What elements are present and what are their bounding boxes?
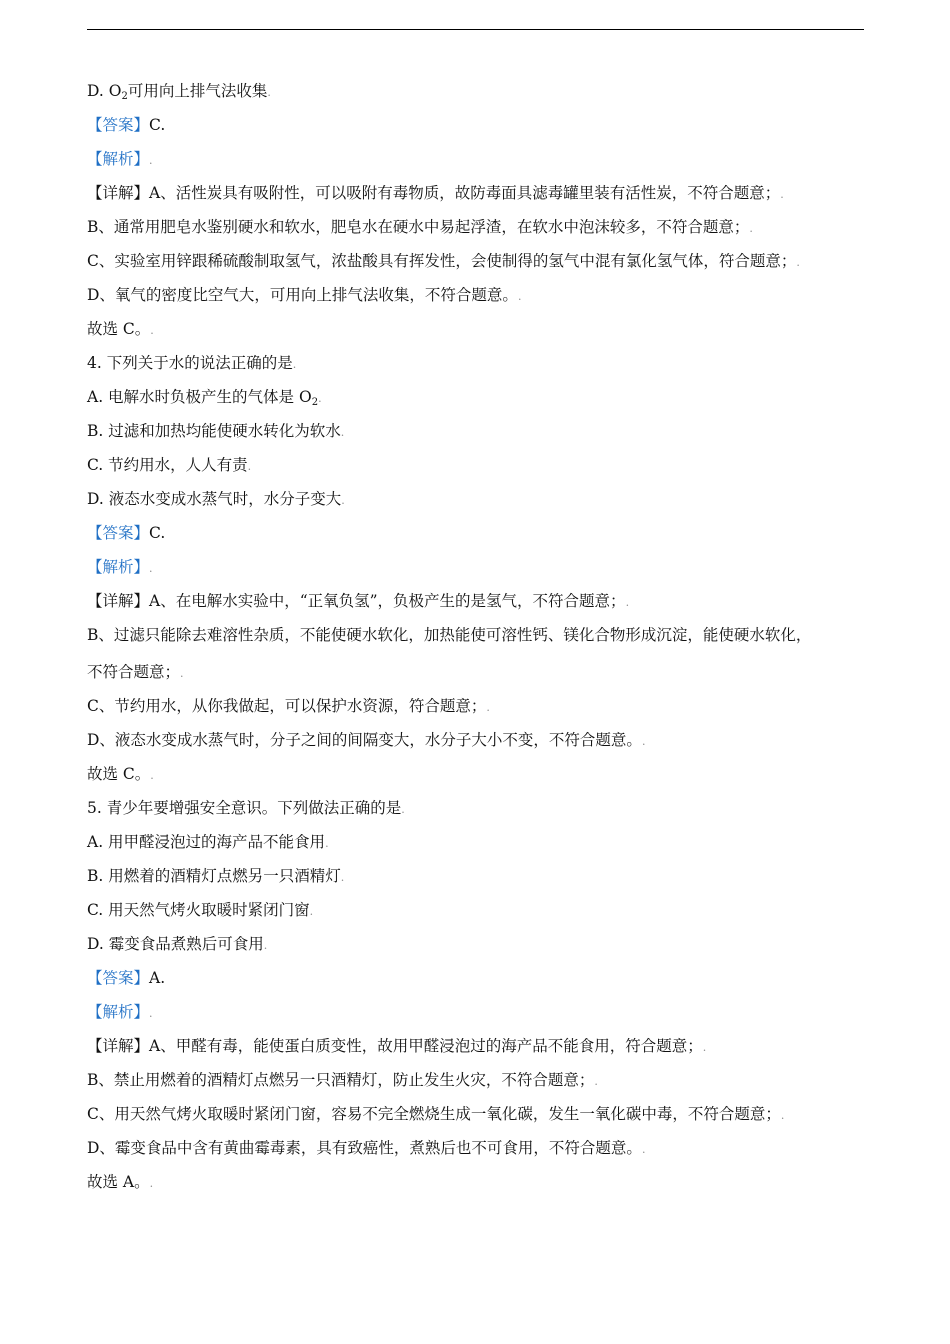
q3-detail-d: D、氧气的密度比空气大，可用向上排气法收集，不符合题意。.	[87, 286, 522, 304]
q3-conclusion: 故选 C。.	[87, 320, 154, 338]
q5-option-a: A. 用甲醛浸泡过的海产品不能食用.	[87, 833, 329, 851]
q3-analysis: 【解析】.	[87, 150, 153, 168]
q3-detail-b: B、通常用肥皂水鉴别硬水和软水，肥皂水在硬水中易起浮渣，在软水中泡沫较多，不符合题意；.	[87, 218, 753, 236]
analysis-tag: 【解析】	[87, 558, 150, 576]
q4-detail-a: 【详解】A、在电解水实验中，“正氧负氢”，负极产生的是氢气，不符合题意；.	[87, 592, 630, 610]
q3-detail-a: 【详解】A、活性炭具有吸附性，可以吸附有毒物质，故防毒面具滤毒罐里装有活性炭，不符合题意；.	[87, 184, 784, 202]
detail-tag: 【详解】	[87, 1037, 150, 1055]
q4-detail-b-line2: 不符合题意；.	[87, 663, 184, 681]
q5-option-c: C. 用天然气烤火取暖时紧闭门窗.	[87, 901, 314, 919]
q4-analysis: 【解析】.	[87, 558, 153, 576]
q3-detail-c: C、实验室用锌跟稀硫酸制取氢气，浓盐酸具有挥发性，会使制得的氢气中混有氯化氢气体，符合题意；.	[87, 252, 800, 270]
q3-option-d: D. $O_2$可用向上排气法收集.	[87, 82, 271, 102]
q5-detail-b: B、禁止用燃着的酒精灯点燃另一只酒精灯，防止发生火灾，不符合题意；.	[87, 1071, 598, 1089]
q4-detail-c: C、节约用水，从你我做起，可以保护水资源，符合题意；.	[87, 697, 490, 715]
header-rule	[87, 29, 864, 30]
q3-answer: 【答案】C.	[87, 116, 166, 134]
q4-option-a: A. 电解水时负极产生的气体是 $O_2$.	[87, 388, 322, 408]
q4-option-c: C. 节约用水，人人有责.	[87, 456, 252, 474]
analysis-tag: 【解析】	[87, 150, 150, 168]
q4-detail-d: D、液态水变成水蒸气时，分子之间的间隔变大，水分子大小不变，不符合题意。.	[87, 731, 646, 749]
q4-detail-b-line1: B、过滤只能除去难溶性杂质，不能使硬水软化，加热能使可溶性钙、镁化合物形成沉淀，能使硬水软化，	[87, 626, 812, 644]
q5-detail-a: 【详解】A、甲醛有毒，能使蛋白质变性，故用甲醛浸泡过的海产品不能食用，符合题意；.	[87, 1037, 707, 1055]
q4-conclusion: 故选 C。.	[87, 765, 154, 783]
answer-tag: 【答案】	[87, 116, 150, 134]
q5-detail-d: D、霉变食品中含有黄曲霉毒素，具有致癌性，煮熟后也不可食用，不符合题意。.	[87, 1139, 646, 1157]
q5-conclusion: 故选 A。.	[87, 1173, 154, 1191]
q5-stem: 5. 青少年要增强安全意识。下列做法正确的是.	[87, 799, 405, 817]
q5-detail-c: C、用天然气烤火取暖时紧闭门窗，容易不完全燃烧生成一氧化碳，发生一氧化碳中毒，不符合题意；.	[87, 1105, 785, 1123]
q5-option-d: D. 霉变食品煮熟后可食用.	[87, 935, 268, 953]
q4-option-d: D. 液态水变成水蒸气时，水分子变大.	[87, 490, 345, 508]
q4-option-b: B. 过滤和加热均能使硬水转化为软水.	[87, 422, 345, 440]
q5-answer: 【答案】A.	[87, 969, 166, 987]
answer-tag: 【答案】	[87, 524, 150, 542]
detail-tag: 【详解】	[87, 184, 150, 202]
detail-tag: 【详解】	[87, 592, 150, 610]
analysis-tag: 【解析】	[87, 1003, 150, 1021]
answer-tag: 【答案】	[87, 969, 150, 987]
q5-analysis: 【解析】.	[87, 1003, 153, 1021]
q4-stem: 4. 下列关于水的说法正确的是.	[87, 354, 297, 372]
q4-answer: 【答案】C.	[87, 524, 166, 542]
q5-option-b: B. 用燃着的酒精灯点燃另一只酒精灯.	[87, 867, 345, 885]
